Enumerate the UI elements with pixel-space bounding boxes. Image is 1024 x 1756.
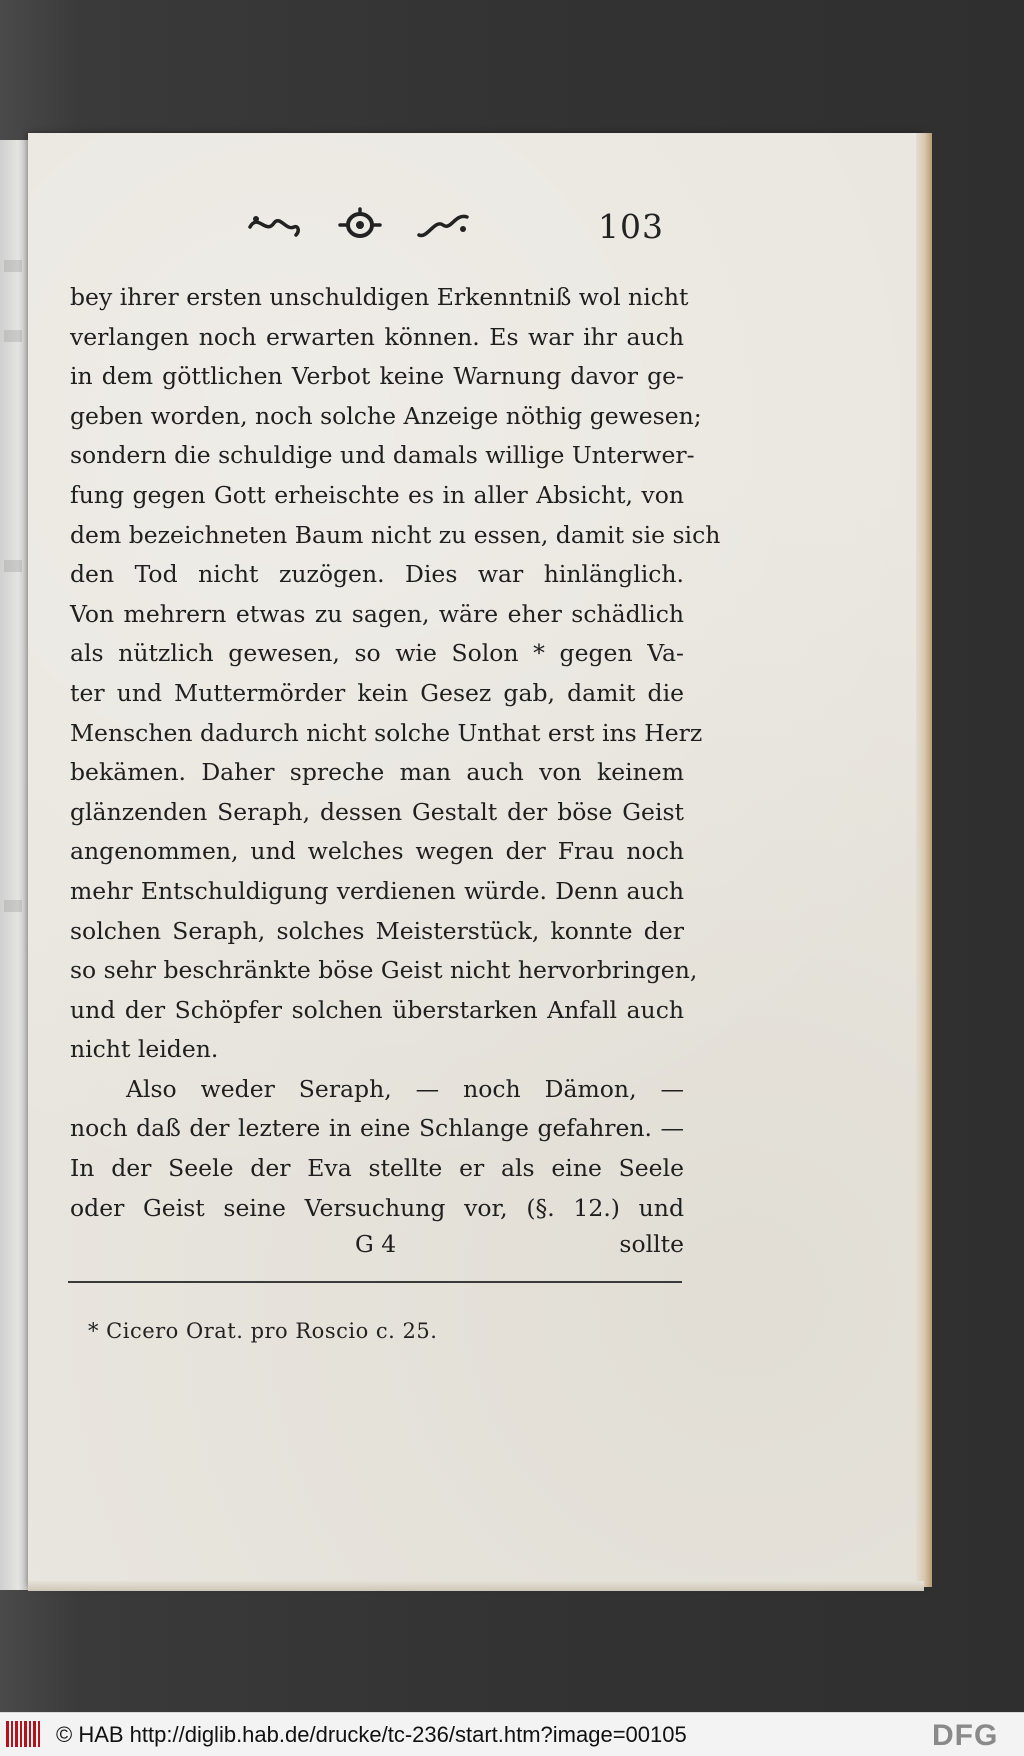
text-line: mehr Entschuldigung verdienen würde. Denn auch [70,876,684,905]
text-line: nicht leiden. [70,1035,219,1064]
previous-page-edge [0,140,30,1590]
text-line: in dem göttlichen Verbot keine Warnung davor ge- [70,362,684,391]
main-text [70,278,721,1228]
bleed-text-mark [4,900,22,912]
hab-barcode-icon [6,1721,46,1747]
text-line: geben worden, noch solche Anzeige nöthig gewesen; [70,401,702,430]
text-line: Menschen dadurch nicht solche Unthat erst ins Herz [70,718,703,747]
ornament-left-icon [246,205,306,245]
text-line: bey ihrer ersten unschuldigen Erkenntniß wol nicht [70,283,689,311]
text-line: angenommen, und welches wegen der Frau noch [70,837,684,866]
bleed-text-mark [4,330,22,342]
text-line: oder Geist seine Versuchung vor, (§. 12.) und [70,1193,684,1222]
text-line: so sehr beschränkte böse Geist nicht hervorbringen, [70,956,698,985]
text-line: solchen Seraph, solches Meisterstück, konnte der [70,916,684,945]
page-number: 103 [598,207,664,246]
text-line: glänzenden Seraph, dessen Gestalt der böse Geist [70,797,684,826]
text-line: Von mehrern etwas zu sagen, wäre eher schädlich [70,599,684,628]
bleed-text-mark [4,560,22,572]
signature-mark: G 4 [355,1230,397,1258]
page-fore-edge [916,133,932,1587]
copyright-url[interactable]: © HAB http://diglib.hab.de/drucke/tc-236/start.htm?image=00105 [56,1722,687,1747]
text-line: fung gegen Gott erheischte es in aller Absicht, von [70,480,684,509]
text-line: dem bezeichneten Baum nicht zu essen, damit sie sich [70,520,721,549]
dfg-logo: DFG [932,1719,999,1752]
text-line: und der Schöpfer solchen überstarken Anfall auch [70,995,684,1024]
signature-line [70,1230,684,1266]
text-line: sondern die schuldige und damals willige Unterwer- [70,441,695,470]
running-head [28,205,924,245]
text-line: den Tod nicht zuzögen. Dies war hinlänglich. [70,560,684,589]
text-line: verlangen noch erwarten können. Es war ihr auch [70,322,684,351]
footer-bar [0,1712,1024,1756]
ornament-right-icon [413,205,473,245]
text-line: als nützlich gewesen, so wie Solon * gegen Va- [70,639,684,668]
text-line: ter und Muttermörder kein Gesez gab, damit die [70,678,684,707]
bleed-text-mark [4,260,22,272]
ornament-center-icon [330,205,390,245]
book-page [28,133,924,1587]
text-line: noch daß der leztere in eine Schlange gefahren. — [70,1114,684,1143]
footnote: * Cicero Orat. pro Roscio c. 25. [88,1319,438,1343]
text-line: Also weder Seraph, — noch Dämon, — [126,1074,684,1103]
page-bottom-edge [28,1581,924,1591]
footnote-rule [68,1281,682,1283]
text-line: bekämen. Daher spreche man auch von keinem [70,758,684,787]
text-line: In der Seele der Eva stellte er als eine Seele [70,1154,684,1183]
catchword: sollte [619,1230,684,1258]
